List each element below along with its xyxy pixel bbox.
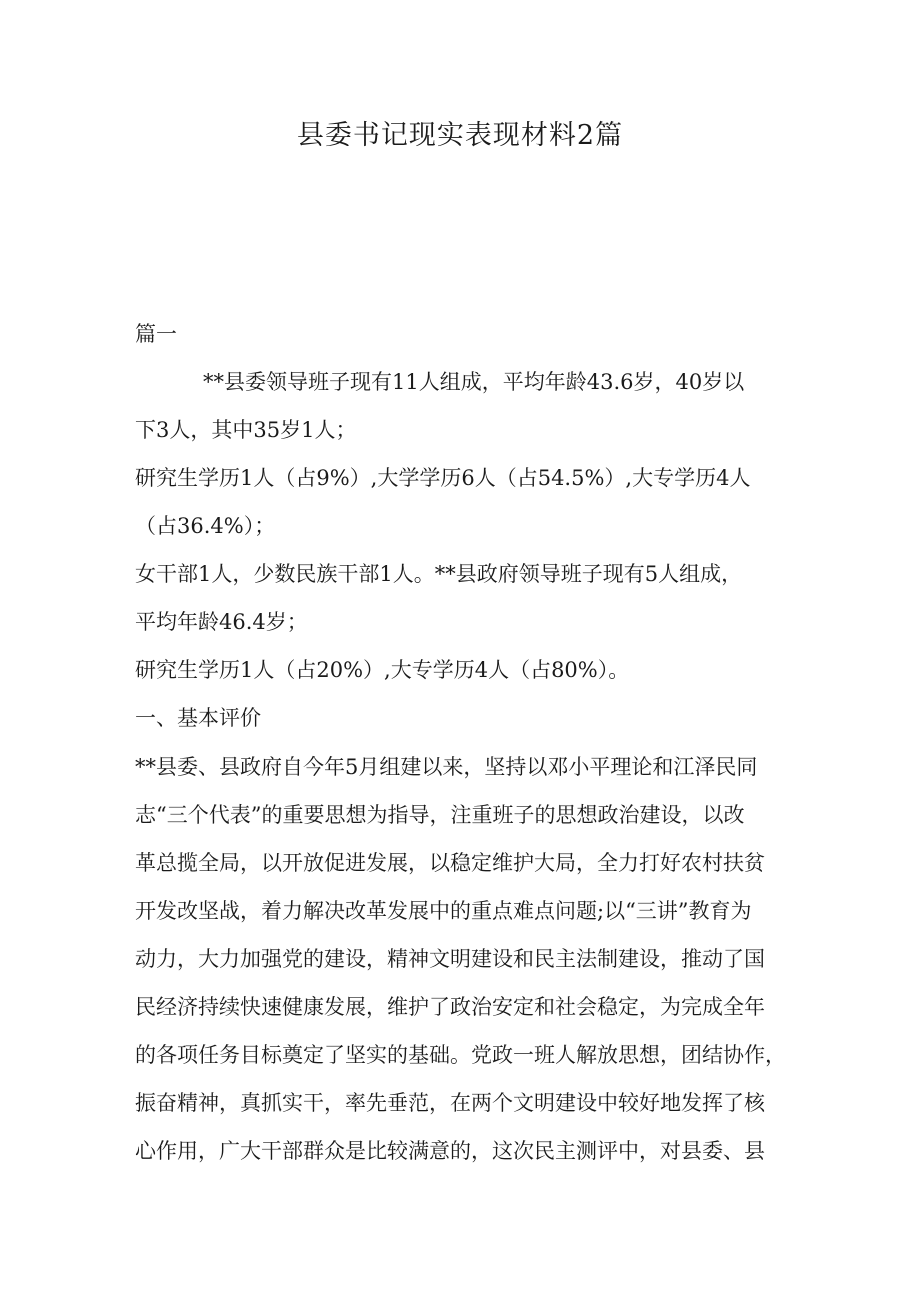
paragraph-line: 志“三个代表”的重要思想为指导，注重班子的思想政治建设，以改 <box>135 803 745 827</box>
paragraph-line: 研究生学历1人（占20%）,大专学历4人（占80%）。 <box>135 658 630 682</box>
paragraph-line: 心作用，广大干部群众是比较满意的，这次民主测评中，对县委、县 <box>135 1139 765 1163</box>
section-heading-part-one: 篇一 <box>135 322 177 346</box>
paragraph-line: 振奋精神，真抓实干，率先垂范，在两个文明建设中较好地发挥了核 <box>135 1091 765 1115</box>
paragraph-line: 女干部1人，少数民族干部1人。**县政府领导班子现有5人组成， <box>135 562 743 586</box>
paragraph-line: 民经济持续快速健康发展，维护了政治安定和社会稳定，为完成全年 <box>135 995 765 1019</box>
paragraph-line: **县委、县政府自今年5月组建以来，坚持以邓小平理论和江泽民同 <box>135 755 758 779</box>
paragraph-line: 研究生学历1人（占9%）,大学学历6人（占54.5%）,大专学历4人 <box>135 466 751 490</box>
paragraph-line: 革总揽全局，以开放促进发展，以稳定维护大局，全力打好农村扶贫 <box>135 851 765 875</box>
paragraph-line: 动力，大力加强党的建设，精神文明建设和民主法制建设，推动了国 <box>135 947 765 971</box>
paragraph-line: 平均年龄46.4岁； <box>135 610 308 634</box>
document-title: 县委书记现实表现材料2篇 <box>296 120 624 151</box>
paragraph-line: 下3人，其中35岁1人； <box>135 418 357 442</box>
section-heading-basic-evaluation: 一、基本评价 <box>135 706 261 730</box>
paragraph-line: **县委领导班子现有11人组成，平均年龄43.6岁，40岁以 <box>203 370 745 394</box>
paragraph-line: （占36.4%）； <box>135 514 276 538</box>
paragraph-line: 的各项任务目标奠定了坚实的基础。党政一班人解放思想，团结协作， <box>135 1043 786 1067</box>
paragraph-line: 开发改坚战，着力解决改革发展中的重点难点问题;以“三讲”教育为 <box>135 899 752 923</box>
